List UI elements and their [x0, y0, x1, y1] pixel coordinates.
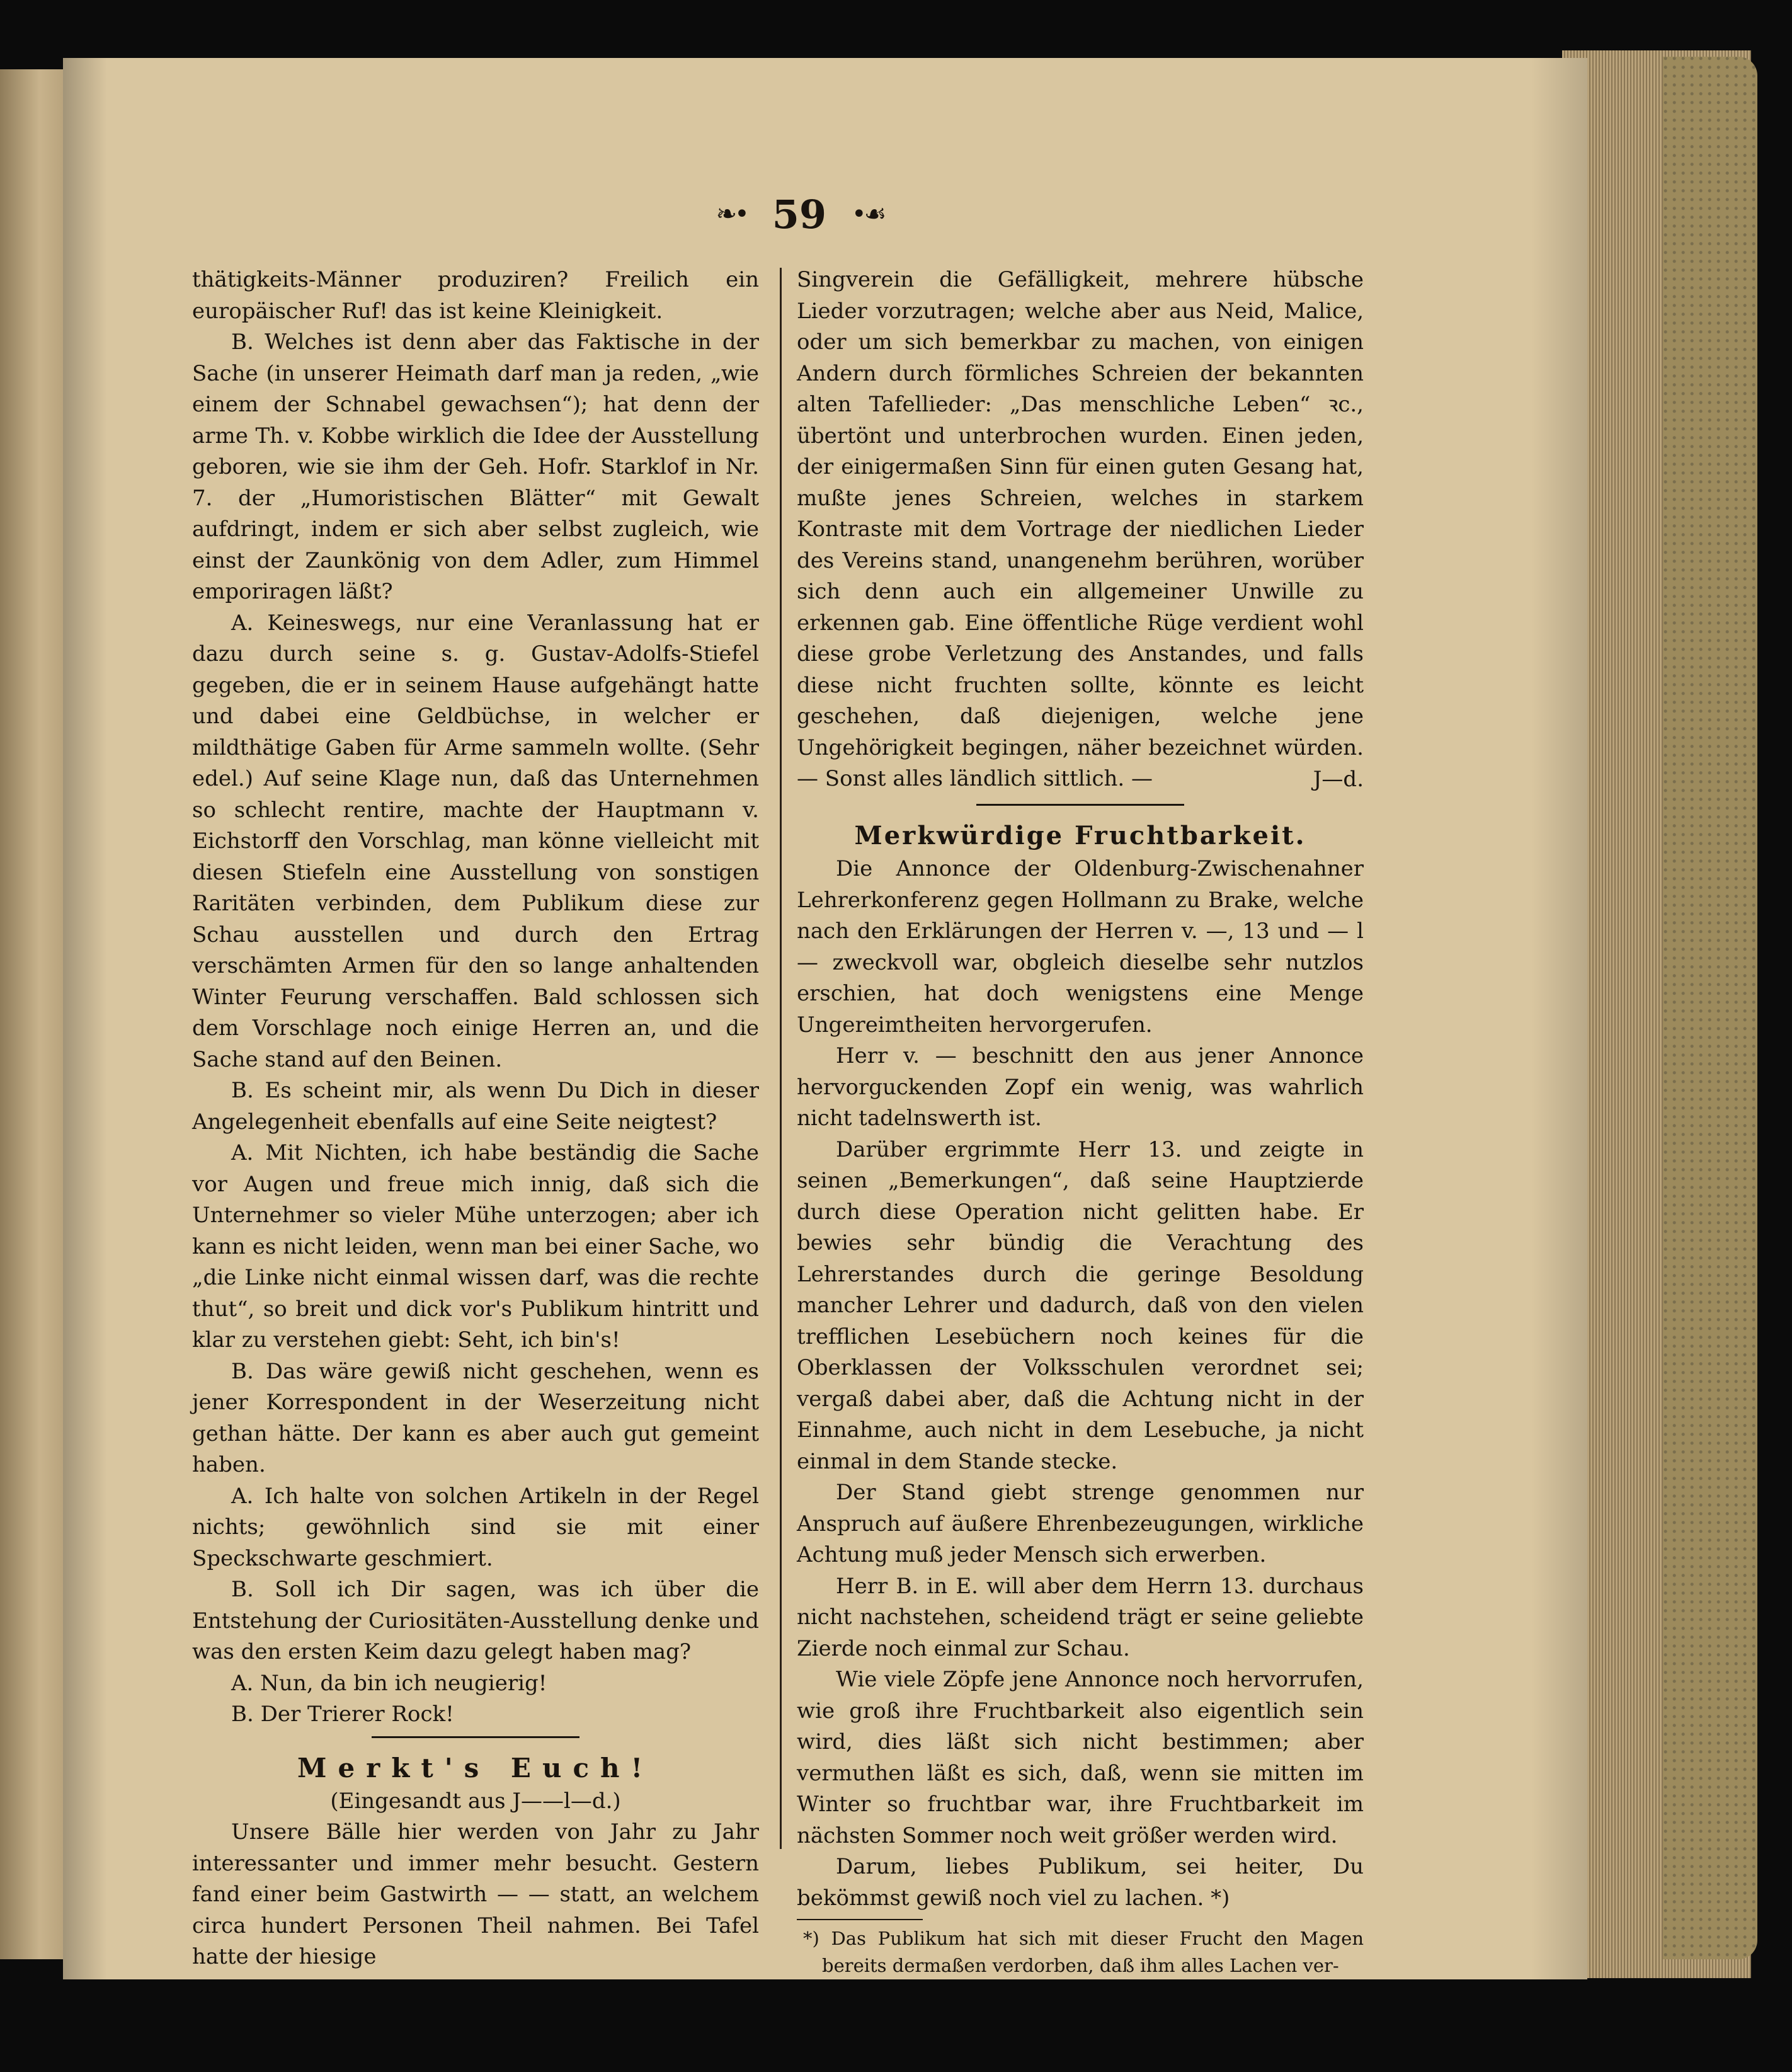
paragraph: Darum, liebes Publikum, sei heiter, Du bekömmst gewiß noch viel zu lachen. *) — [797, 1854, 1364, 1911]
article-subtitle: (Eingesandt aus J——l—d.) — [330, 1788, 621, 1814]
paragraph: B. Welches ist denn aber das Faktische in der Sache (in unserer Heimath darf man ja reden, „wie einem der Schnabel gewachsen“); hat denn der arme Th. v. Kobbe wirklich die Idee der Ausstellung geboren, wie sie ihm der Geh. Hofr. Starklof in Nr. 7. der „Humoristischen Blätter“ mit Gewalt aufdringt, indem er sich aber selbst zugleich, wie einst der Zaunkönig von dem Adler, zum Himmel emporiragen läßt? — [192, 329, 759, 604]
paragraph: A. Nun, da bin ich neugierig! — [231, 1670, 547, 1696]
paragraph: thätigkeits-Männer produziren? Freilich ein europäischer Ruf! das ist keine Kleinigkeit. — [192, 267, 759, 324]
page-number: 59 — [772, 191, 826, 238]
paragraph: A. Ich halte von solchen Artikeln in der Regel nichts; gewöhnlich sind sie mit einer Speckschwarte geschmiert. — [192, 1483, 759, 1571]
paragraph: Wie viele Zöpfe jene Annonce noch hervorrufen, wie groß ihre Fruchtbarkeit also eigentlich sein wird, dies läßt sich nicht bestimmen; aber vermuthen läßt es sich, daß, wenn sie mitten im Winter so fruchtbar war, ihre Fruchtbarkeit im nächsten Sommer noch weit größer werden wird. — [797, 1667, 1364, 1848]
paragraph: Herr v. — beschnitt den aus jener Annonce hervorguckenden Zopf ein wenig, was wahrlich nicht tadelnswerth ist. — [797, 1043, 1364, 1131]
page-header — [630, 189, 970, 239]
book-cover — [1663, 57, 1757, 1959]
footnote-rule — [797, 1919, 923, 1920]
right-column — [797, 265, 1364, 1979]
article-title: Merkt's Euch! — [297, 1752, 654, 1783]
article-title: Merkwürdige Fruchtbarkeit. — [854, 821, 1306, 850]
paragraph: Darüber ergrimmte Herr 13. und zeigte in seinen „Bemerkungen“, daß seine Hauptzierde durch diese Operation nicht gelitten habe. Er bewies sehr bündig die Verachtung des Lehrerstandes durch die geringe Besoldung mancher Lehrer und dadurch, daß von den vielen trefflichen Lesebüchern noch keines für die Oberklassen der Volksschulen verordnet sei; vergaß dabei aber, daß die Achtung nicht in der Einnahme, auch nicht in dem Lesebuche, ja nicht einmal in dem Stande stecke. — [797, 1136, 1364, 1474]
signature: J—d. — [1313, 766, 1364, 792]
paragraph: A. Keineswegs, nur eine Veranlassung hat er dazu durch seine s. g. Gustav-Adolfs-Stiefel gegeben, die er in seinem Hause aufgehängt hatte und dabei eine Geldbüchse, in welcher er mildthätige Gaben für Arme sammeln wollte. (Sehr edel.) Auf seine Klage nun, daß das Unternehmen so schlecht rentire, machte der Hauptmann v. Eichstorff den Vorschlag, man könne vielleicht mit diesen Stiefeln eine Ausstellung von sonstigen Raritäten verbinden, dem Publikum diese zur Schau ausstellen und durch den Ertrag verschämten Armen für den so lange anhaltenden Winter Feurung verschaffen. Bald schlossen sich dem Vorschlage noch einige Herren an, und die Sache stand auf den Beinen. — [192, 610, 759, 1072]
paragraph: Die Annonce der Oldenburg-Zwischenahner Lehrerkonferenz gegen Hollmann zu Brake, welche nach den Erklärungen der Herren v. —, 13 und — l — zweckvoll war, obgleich dieselbe sehr nutzlos erschien, hat doch wenigstens eine Menge Ungereimtheiten hervorgerufen. — [797, 856, 1364, 1038]
paragraph: Unsere Bälle hier werden von Jahr zu Jahr interessanter und immer mehr besucht. Gestern fand einer beim Gastwirth — — statt, an welchem circa hundert Personen Theil nahmen. Bei Tafel hatte der hiesige — [192, 1819, 759, 1969]
paragraph: B. Der Trierer Rock! — [231, 1702, 454, 1727]
column-divider — [780, 268, 782, 1849]
ornament-left-icon: ❧• — [716, 200, 747, 229]
left-column — [192, 265, 759, 1973]
section-divider — [976, 804, 1184, 806]
paragraph: B. Es scheint mir, als wenn Du Dich in dieser Angelegenheit ebenfalls auf eine Seite neigtest? — [192, 1078, 759, 1135]
footnote: *) Das Publikum hat sich mit dieser Frucht den Magen bereits dermaßen verdorben, daß ihm alles Lachen ver- — [803, 1928, 1364, 1976]
section-divider — [372, 1736, 579, 1738]
paragraph: A. Mit Nichten, ich habe beständig die Sache vor Augen und freue mich innig, daß sich die Unternehmer so vieler Mühe unterzogen; aber ich kann es nicht leiden, wenn man bei einer Sache, wo „die Linke nicht einmal wissen darf, was die rechte thut“, so breit und dick vor's Publikum hintritt und klar zu verstehen giebt: Seht, ich bin's! — [192, 1140, 759, 1353]
paragraph: Der Stand giebt strenge genommen nur Anspruch auf äußere Ehrenbezeugungen, wirkliche Achtung muß jeder Mensch sich erwerben. — [797, 1480, 1364, 1567]
paragraph: Singverein die Gefälligkeit, mehrere hübsche Lieder vorzutragen; welche aber aus Neid, Malice, oder um sich bemerkbar zu machen, von einigen Andern durch förmliches Schreien der bekannten alten Tafellieder: „Das menschliche Leben“ ꝛc., übertönt und unterbrochen wurden. Einen jeden, der einigermaßen Sinn für einen guten Gesang hat, mußte jenes Schreien, welches in starkem Kontraste mit dem Vortrage der niedlichen Lieder des Vereins stand, unangenehm berühren, worüber sich denn auch ein allgemeiner Unwille zu erkennen gab. Eine öffentliche Rüge verdient wohl diese grobe Verletzung des Anstandes, und falls diese nicht fruchten sollte, könnte es leicht geschehen, daß diejenigen, welche jene Ungehörigkeit begingen, näher bezeichnet würden. — Sonst alles ländlich sittlich. — — [797, 267, 1364, 791]
ornament-right-icon: •☙ — [851, 200, 884, 229]
paragraph: B. Das wäre gewiß nicht geschehen, wenn es jener Korrespondent in der Weserzeitung nicht gethan hätte. Der kann es aber auch gut gemeint haben. — [192, 1358, 759, 1477]
paragraph: B. Soll ich Dir sagen, was ich über die Entstehung der Curiositäten-Ausstellung denke und was den ersten Keim dazu gelegt haben mag? — [192, 1577, 759, 1664]
paragraph: Herr B. in E. will aber dem Herrn 13. durchaus nicht nachstehen, scheidend trägt er seine geliebte Zierde noch einmal zur Schau. — [797, 1573, 1364, 1661]
